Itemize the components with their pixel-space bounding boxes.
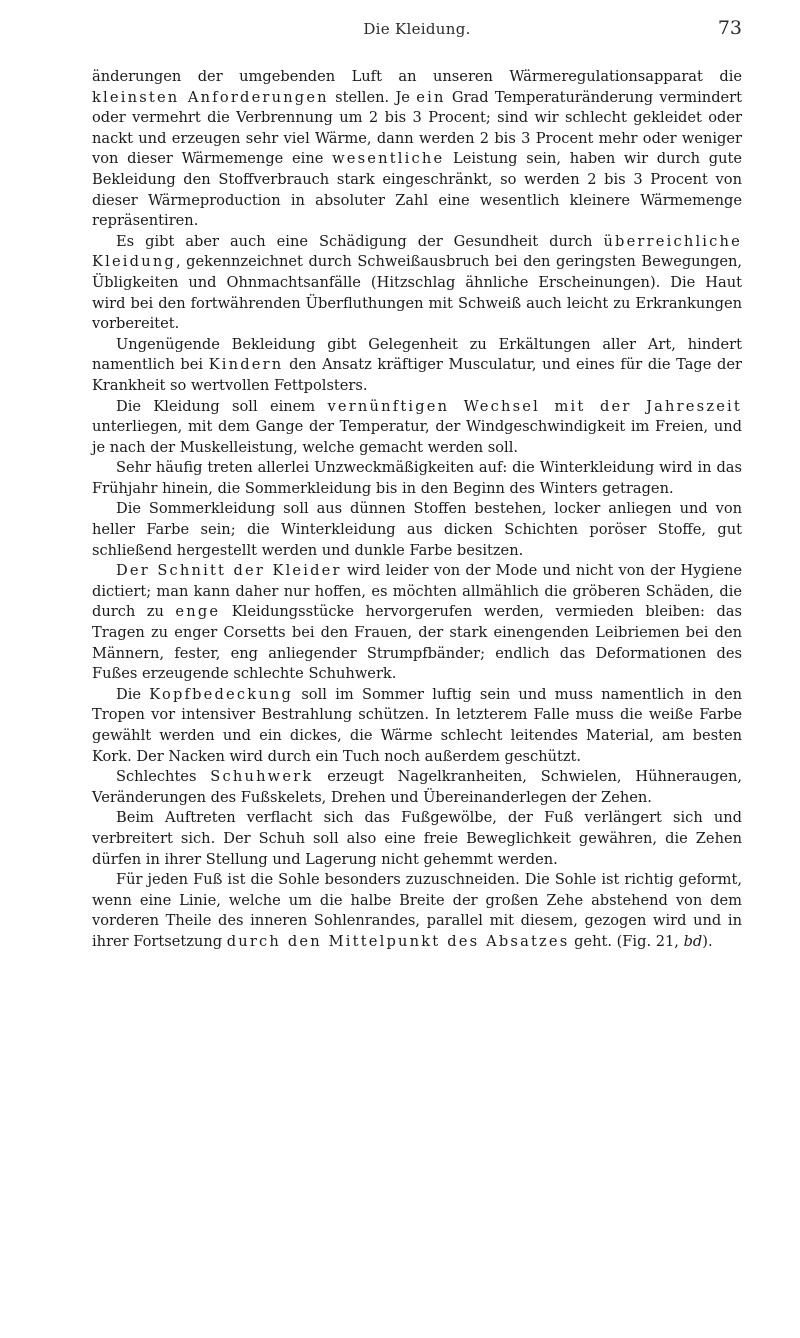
text-run: Schlechtes bbox=[116, 768, 211, 786]
text-run: erzeugt Nagelkranheiten, Schwielen, Hühneraugen, Veränderungen des Fußskelets, Drehen und Übereinanderlegen der Zehen. bbox=[92, 768, 742, 806]
paragraph-p0 bbox=[92, 67, 742, 232]
text-run: geht. (Fig. 21, bbox=[569, 932, 684, 950]
paragraph-p1 bbox=[92, 232, 742, 335]
text-run: unterliegen, mit dem Gange der Temperatur, der Windgeschwindigkeit im Freien, und je nach der Muskelleistung, welche gemacht werden soll. bbox=[92, 418, 742, 456]
spaced-emphasis: wesentliche bbox=[332, 150, 445, 168]
text-run: Leistung sein, haben wir durch gute Bekleidung den Stoffverbrauch stark eingeschränkt, so werden 2 bis 3 Procent von dieser Wärmeproduction in absoluter Zahl eine wesentlich kleinere Wärmemenge repräsentiren. bbox=[92, 150, 742, 230]
text-run: Die Kleidung soll einem bbox=[116, 397, 328, 415]
paragraph-p9 bbox=[92, 808, 742, 870]
text-run: Kleidungsstücke hervorgerufen werden, vermieden bleiben: das Tragen zu enger Corsetts bei den Frauen, der stark einengenden Leibriemen bei den Männern, fester, eng anliegender Strumpfbänder; endlich das Deformationen des Fußes erzeugende schlechte Schuhwerk. bbox=[92, 603, 742, 683]
paragraph-p3 bbox=[92, 397, 742, 459]
italic-text: bd bbox=[683, 932, 703, 950]
spaced-emphasis: überreichliche Kleidung bbox=[92, 232, 742, 271]
text-run: Sehr häufig treten allerlei Unzweckmäßigkeiten auf: die Winterkleidung wird in das Frühjahr hinein, die Sommerkleidung bis in den Beginn des Winters getragen. bbox=[92, 459, 742, 497]
text-run: änderungen der umgebenden Luft an unseren Wärmeregulationsapparat die bbox=[92, 68, 742, 85]
paragraph-p8 bbox=[92, 767, 742, 808]
text-run: Beim Auftreten verflacht sich das Fußgewölbe, der Fuß verlängert sich und verbreitert sich. Der Schuh soll also eine freie Beweglichkeit gewähren, die Zehen dürfen in ihrer Stellung und Lagerung nicht gehemmt werden. bbox=[92, 809, 742, 868]
text-run: wird leider von der Mode und nicht von der Hygiene dictiert; man kann daher nur hoffen, es möchten allmählich die gröberen Schäden, die durch zu bbox=[92, 562, 742, 621]
spaced-emphasis: durch den Mittelpunkt des Absatzes bbox=[226, 932, 570, 950]
text-run: stellen. Je bbox=[328, 88, 417, 106]
text-run: Für jeden Fuß ist die Sohle besonders zuzuschneiden. Die Sohle ist richtig geformt, wenn eine Linie, welche um die halbe Breite der großen Zehe abstehend von dem vorderen Theile des inneren Sohlenrandes, parallel mit diesem, gezogen wird und in ihrer Fortsetzung bbox=[92, 871, 742, 950]
page-number: 73 bbox=[717, 17, 742, 39]
text-run: Die bbox=[116, 685, 150, 703]
spaced-emphasis: vernünftigen Wechsel mit der Jahreszeit bbox=[327, 397, 742, 415]
text-run: Die Sommerkleidung soll aus dünnen Stoffen bestehen, locker anliegen und von heller Farbe sein; die Winterkleidung aus dicken Schichten poröser Stoffe, gut schließend hergestellt werden und dunkle Farbe besitzen. bbox=[92, 500, 742, 559]
running-title: Die Kleidung. bbox=[363, 20, 471, 38]
spaced-emphasis: enge bbox=[175, 603, 221, 621]
spaced-emphasis: kleinsten Anforderungen bbox=[92, 88, 329, 106]
paragraph-p6 bbox=[92, 561, 742, 685]
paragraph-p5 bbox=[92, 499, 742, 561]
text-run: soll im Sommer luftig sein und muss namentlich in den Tropen vor intensiver Bestrahlung schützen. In letzterem Falle muss die weiße Farbe gewählt werden und ein dickes, die Wärme schlecht leitendes Material, am besten Kork. Der Nacken wird durch ein Tuch noch außerdem geschützt. bbox=[92, 685, 742, 765]
text-run: , gekennzeichnet durch Schweißausbruch bei den geringsten Bewegungen, Übligkeiten und Ohnmachtsanfälle (Hitzschlag ähnliche Erscheinungen). Die Haut wird bei den fortwährenden Überfluthungen mit Schweiß auch leicht zu Erkrankungen vorbereitet. bbox=[92, 253, 742, 333]
spaced-emphasis: Schuhwerk bbox=[210, 768, 314, 786]
paragraph-p7 bbox=[92, 685, 742, 767]
text-run: Es gibt aber auch eine Schädigung der Gesundheit durch bbox=[116, 232, 604, 250]
spaced-emphasis: Kopfbedeckung bbox=[149, 685, 294, 703]
spaced-emphasis: ein bbox=[416, 88, 446, 106]
text-run: den Ansatz kräftiger Musculatur, und eines für die Tage der Krankheit so wertvollen Fettpolsters. bbox=[92, 356, 743, 394]
page-header bbox=[92, 17, 742, 50]
paragraph-p10 bbox=[92, 870, 742, 952]
text-run: Grad Temperaturänderung vermindert oder vermehrt die Verbrennung um 2 bis 3 Procent; sind wir schlecht gekleidet oder nackt und erzeugen sehr viel Wärme, dann werden 2 bis 3 Procent mehr oder weniger von dieser Wärmemenge eine bbox=[92, 88, 743, 168]
paragraph-p4 bbox=[92, 458, 742, 499]
body-text bbox=[92, 67, 742, 953]
paragraph-p2 bbox=[92, 335, 742, 397]
text-run: Ungenügende Bekleidung gibt Gelegenheit zu Erkältungen aller Art, hindert namentlich bei bbox=[92, 335, 742, 374]
spaced-emphasis: Der Schnitt der Kleider bbox=[116, 562, 342, 580]
text-run: ). bbox=[702, 932, 713, 950]
spaced-emphasis: Kindern bbox=[208, 356, 284, 374]
